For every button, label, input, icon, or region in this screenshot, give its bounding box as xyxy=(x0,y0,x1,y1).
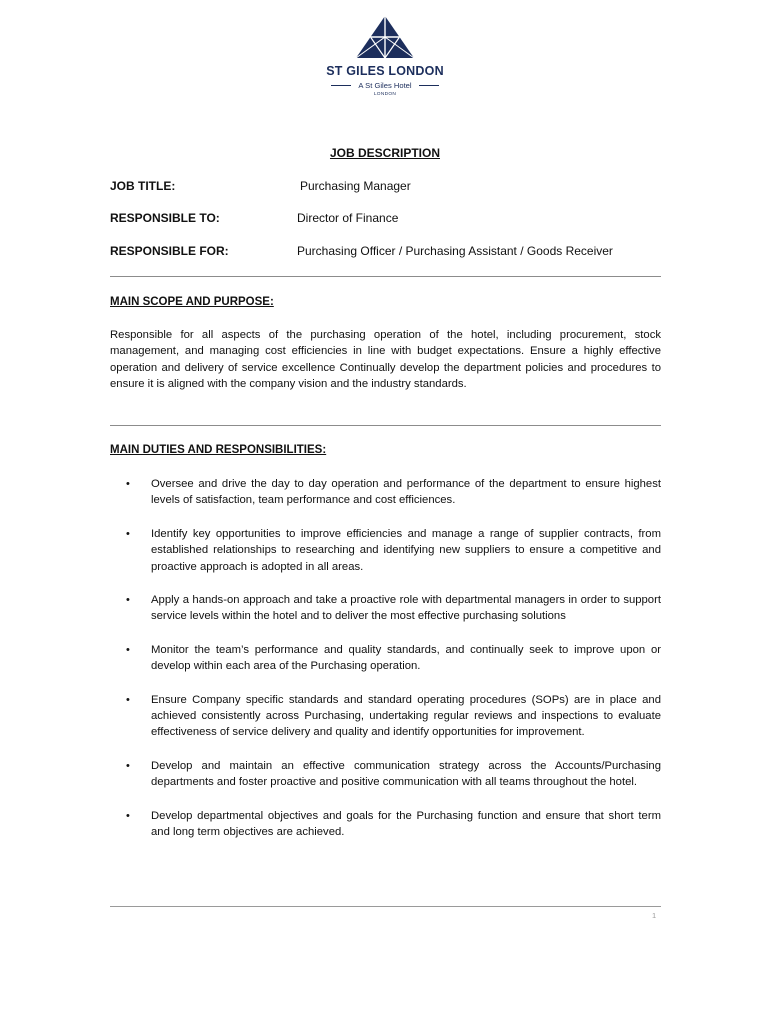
responsible-to-value: Director of Finance xyxy=(297,211,399,225)
duty-text: Oversee and drive the day to day operation and performance of the department to ensure highest levels of satisfaction, team performance and cost efficiences. xyxy=(151,478,661,507)
duty-item xyxy=(110,758,661,791)
responsible-to-label: RESPONSIBLE TO: xyxy=(110,211,220,225)
document-heading: JOB DESCRIPTION xyxy=(329,146,440,160)
bullet: • xyxy=(126,759,130,772)
page-number: 1 xyxy=(652,911,657,920)
duty-item xyxy=(110,476,661,509)
bullet: • xyxy=(126,478,130,490)
bullet: • xyxy=(126,643,130,656)
duties-list xyxy=(110,476,661,841)
bullet: • xyxy=(126,594,130,607)
bullet: • xyxy=(126,809,130,822)
bullet: • xyxy=(126,693,130,706)
responsible-for-label: RESPONSIBLE FOR: xyxy=(110,244,229,258)
divider xyxy=(110,276,661,277)
scope-heading: MAIN SCOPE AND PURPOSE: xyxy=(110,296,274,308)
brand-subtitle-text: A St Giles Hotel xyxy=(358,81,412,90)
duty-text: Identify key opportunities to improve efficiencies and manage a range of supplier contracts, from established relationships to researching and identifying new suppliers to ensure a competitive and proactive approach is adopted in all areas. xyxy=(151,527,661,573)
divider xyxy=(110,425,661,426)
duties-heading: MAIN DUTIES AND RESPONSIBILITIES: xyxy=(110,444,327,456)
job-title-label: JOB TITLE: xyxy=(110,179,176,193)
duty-text: Monitor the team’s performance and quality standards, and continually seek to improve upon or develop within each area of the Purchasing operation. xyxy=(151,643,661,673)
duty-item xyxy=(110,642,661,675)
duty-text: Develop departmental objectives and goals for the Purchasing function and ensure that short term and long term objectives are achieved. xyxy=(151,809,661,839)
brand-rule-left xyxy=(331,85,351,86)
duty-item xyxy=(110,808,661,841)
job-title-value: Purchasing Manager xyxy=(300,179,411,193)
footer-divider xyxy=(110,906,661,907)
duty-text: Ensure Company specific standards and standard operating procedures (SOPs) are in place and achieved consistently across Purchasing, undertaking regular reviews and inspections to evaluate effectiveness of service delivery and quality and identify opportunities for improvement. xyxy=(151,693,661,739)
duty-text: Develop and maintain an effective communication strategy across the Accounts/Purchasing departments and foster proactive and positive communication with all teams throughout the hotel. xyxy=(151,759,661,789)
bullet: • xyxy=(126,527,130,540)
brand-rule-right xyxy=(419,85,439,86)
duty-item xyxy=(110,526,661,575)
hotel-logo xyxy=(0,14,770,97)
duty-text: Apply a hands-on approach and take a proactive role with departmental managers in order to support service levels within the hotel and to deliver the most effective purchasing solutions xyxy=(151,594,661,623)
brand-city: LONDON xyxy=(373,92,397,97)
triangle-logo-icon xyxy=(354,14,416,60)
brand-name: ST GILES LONDON xyxy=(326,64,444,78)
scope-paragraph: Responsible for all aspects of the purchasing operation of the hotel, including procurement, stock management, and managing cost efficiencies in line with budget expectations. Ensure a highly effective operation and delivery of service excellence Continually develop the department policies and procedures to ensure it is aligned with the company vision and the industry standards. xyxy=(110,329,661,391)
responsible-for-value: Purchasing Officer / Purchasing Assistant / Goods Receiver xyxy=(297,244,613,258)
duty-item xyxy=(110,692,661,741)
brand-subtitle xyxy=(0,81,770,90)
duty-item xyxy=(110,592,661,625)
